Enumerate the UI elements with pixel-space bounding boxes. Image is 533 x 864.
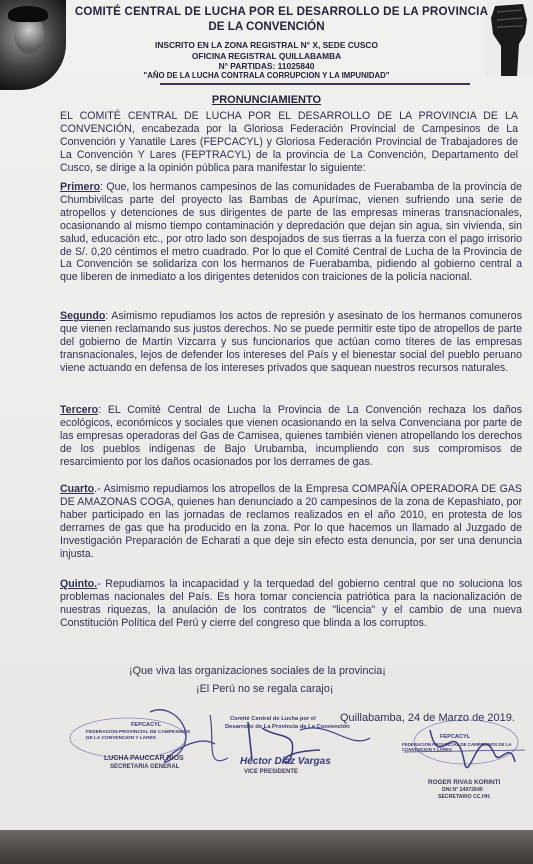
signer-name: Héctor Díaz Vargas <box>240 756 331 767</box>
photo-background-edge <box>0 830 533 864</box>
stamp-body: FEDERACION PROVINCIAL DE CAMPESINOS DE LA CONVENCION Y LARES <box>86 730 191 741</box>
signer-name: ROGER RIVAS KORINTI <box>428 779 501 786</box>
signer-role: SECRETARIA GENERAL <box>110 764 180 770</box>
signer-role: SECRETARIO CC.HH. <box>438 794 491 800</box>
registry-line: INSCRITO EN LA ZONA REGISTRAL N° X, SEDE CUSCO <box>155 40 378 50</box>
stamp-header: FEPCACYL <box>440 734 471 740</box>
slogan-peru: ¡El Perú no se regala carajo¡ <box>196 683 334 695</box>
stamp-header: Comité Central de Lucha por el <box>230 716 316 722</box>
org-name-line2: DE LA CONVENCIÓN <box>208 20 325 33</box>
point-text: .- Asimismo repudiamos los atropellos de la Empresa COMPAÑÍA OPERADORA DE GAS DE AMAZONAS COGA, quienes han denunciado a 20 campesinos de la zona de Kepashiato, por haber participado en las jornadas de reclamos realizados en el año 2010, en protesta de los derrames de gas que ha producido en la zona. Por lo que hacemos un llamado al Juzgado de Investigación Preparación de Echarati a que deje sin efecto esta denuncia, por ser una denuncia injusta. <box>60 483 522 560</box>
org-name-line1: COMITÉ CENTRAL DE LUCHA POR EL DESARROLLO DE LA PROVINCIA <box>74 5 489 18</box>
stamp-header: FEPCACYL <box>131 722 162 728</box>
point-label: Quinto. <box>60 578 98 590</box>
signer-name: LUCHA PAUCCAR RIOS <box>104 755 184 762</box>
registry-office: OFICINA REGISTRAL QUILLABAMBA <box>191 51 342 61</box>
point-text: - Repudiamos la incapacidad y la terquedad del gobierno central que no soluciona los problemas nacionales del País. Es hora tomar conciencia patriótica para la nacionalización de nuestras riquezas, la anulación de los contratos de "licencia" y el cambio de una nueva Constitución Política del Perú y cierre del congreso que blinda a los corruptos. <box>60 578 522 629</box>
point-segundo <box>60 310 522 375</box>
point-tercero <box>60 404 522 469</box>
signer-role: VICE PRESIDENTE <box>244 769 299 775</box>
point-label: Segundo <box>60 310 106 322</box>
stamp-body: FEDERACION PROVINCIAL DE CAMPESINOS DE LA CONVENCION Y LARES <box>402 742 512 752</box>
point-text: : Asimismo repudiamos los actos de represión y asesinato de los hermanos comuneros que vienen reclamando sus justos derechos. No se puede permitir este tipo de atropellos de parte del gobierno de Martín Vizcarra y sus funcionarios que actúan como títeres de las empresas transnacionales, lejos de defender los intereses del País y el bienestar social del pueblo peruano viene actuando en defensa de los intereses privados que saquean nuestros recursos naturales. <box>60 310 522 374</box>
point-quinto <box>60 578 522 630</box>
place-date: Quillabamba, 24 de Marzo de 2019. <box>340 712 515 724</box>
year-motto: "AÑO DE LA LUCHA CONTRALA CORRUPCION Y LA IMPUNIDAD" <box>143 71 390 80</box>
intro-paragraph: EL COMITÉ CENTRAL DE LUCHA POR EL DESARROLLO DE LA PROVINCIA DE LA CONVENCIÓN, encabezada por la Gloriosa Federación Provincial de Campesinos de La Convención y Yanatile Lares (FEPCACYL) y Gloriosa Federación Provincial de Trabajadores de La Convención Y Lares (FEPTRACYL) de la provincia de La Convención, Departamento del Cusco, se dirige a la opinión pública para manifestar lo siguiente: <box>60 110 518 174</box>
page-title: PRONUNCIAMIENTO <box>211 94 322 106</box>
point-text: : Que, los hermanos campesinos de las comunidades de Fuerabamba de la provincia de Chumbivilcas parte del proyecto las Bambas de Apurímac, vienen sufriendo una serie de atropellos y detenciones de sus dirigentes de parte de las empresas mineras transnacionales, ocasionando al mismo tiempo contaminación y depredación que dejan sin agua, sin vivienda, sin salud, educación etc., por otro lado son despojados de sus tierras a la fuerza con el pago irrisorio de S/. 0,20 céntimos el metro cuadrado. Por lo que el Comité Central de Lucha de la Provincia de La Convención se solidariza con los hermanos de Fuerabamba, pidiendo al gobierno central a que liberen de inmediato a los dirigentes detenidos con traiciones de la policía nacional. <box>60 181 522 284</box>
signer-dni: DNI N° 24972640 <box>442 787 483 793</box>
point-label: Cuarto <box>60 483 95 495</box>
point-label: Tercero <box>60 404 99 416</box>
header-divider <box>160 83 470 85</box>
point-label: Primero <box>60 181 101 193</box>
point-cuarto <box>60 483 522 560</box>
registry-partidas: N° PARTIDAS: 11025840 <box>218 61 315 71</box>
stamp-body: Desarrollo de La Provincia de La Convención <box>225 724 350 730</box>
point-text: : EL Comité Central de Lucha la Provincia de La Convención rechaza los daños ecológicos, económicos y sociales que vienen ocasionando en la selva Convenciana por parte de las empresas operadoras del Gas de Camisea, quienes también vienen atropellando los derechos de los pueblos indígenas de Bajo Urubamba, incumpliendo con sus compromisos de resarcimiento por los daños ocasionados por los derrames de gas. <box>60 404 522 468</box>
slogan-organizations: ¡Que viva las organizaciones sociales de la provincia¡ <box>129 665 386 677</box>
point-primero <box>60 181 522 284</box>
